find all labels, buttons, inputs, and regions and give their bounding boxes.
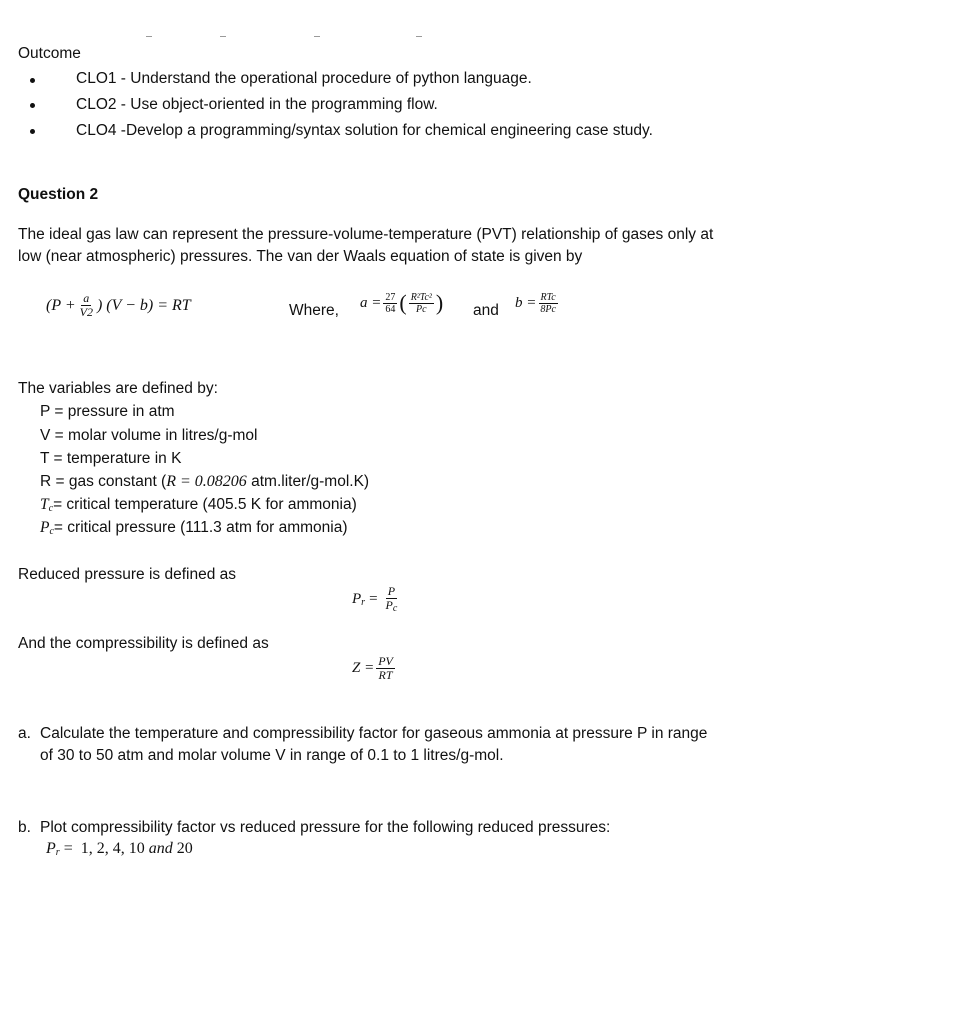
vdw-equation — [46, 292, 191, 319]
variable-v: V = molar volume in litres/g-mol — [40, 427, 258, 444]
outcome-heading: Outcome — [18, 45, 81, 62]
b-definition — [515, 292, 560, 315]
compress-den: RT — [378, 668, 393, 683]
variable-r — [40, 473, 369, 491]
a-frac-den: 64 — [385, 303, 396, 315]
part-b-line1: Plot compressibility factor vs reduced pressure for the following reduced pressures: — [40, 819, 611, 836]
vdw-frac-den: V2 — [79, 305, 93, 320]
variable-t: T = temperature in K — [40, 450, 182, 467]
variable-p: P = pressure in atm — [40, 403, 175, 420]
vdw-lhs-left: (P + — [46, 296, 76, 314]
question-intro-line1: The ideal gas law can represent the pressure-volume-temperature (PVT) relationship of gases only at — [18, 226, 714, 243]
bullet-icon — [30, 129, 35, 134]
outcome-item-clo1: CLO1 - Understand the operational procedure of python language. — [76, 70, 532, 87]
part-a-line2: of 30 to 50 atm and molar volume V in range of 0.1 to 1 litres/g-mol. — [40, 747, 504, 764]
variable-pc-sub: c — [49, 526, 54, 537]
and-label: and — [473, 302, 499, 319]
a-fraction — [383, 292, 397, 315]
variable-pc-symbol: P — [40, 519, 50, 536]
a-inner-den: Pc — [416, 303, 427, 315]
part-b-last: 20 — [176, 840, 193, 857]
variables-intro: The variables are defined by: — [18, 380, 218, 397]
variable-r-prefix: R = gas constant ( — [40, 473, 167, 490]
b-frac-den: 8Pc — [540, 304, 556, 315]
part-b-eq: = 1, 2, 4, 10 — [59, 840, 145, 857]
b-lhs: b = — [515, 295, 537, 311]
reduced-eq: = — [369, 591, 378, 608]
compress-fraction — [376, 655, 395, 682]
outcome-item-clo4: CLO4 -Develop a programming/syntax solution for chemical engineering case study. — [76, 122, 653, 139]
part-b-marker: b. — [18, 819, 31, 836]
where-label: Where, — [289, 302, 339, 319]
part-a-line1: Calculate the temperature and compressibility factor for gaseous ammonia at pressure P in range — [40, 725, 708, 742]
compress-label: And the compressibility is defined as — [18, 635, 269, 652]
a-frac-num: 27 — [385, 291, 396, 303]
reduced-num: P — [387, 584, 396, 598]
reduced-fraction — [384, 585, 400, 614]
vdw-frac-num: a — [83, 291, 90, 305]
variable-r-suffix: atm.liter/g-mol.K) — [246, 473, 370, 490]
a-lhs: a = — [360, 294, 382, 311]
variable-tc-sub: c — [48, 503, 54, 514]
header-mark — [220, 36, 226, 37]
vdw-lhs-right: ) (V − b) = RT — [96, 296, 191, 314]
bullet-icon — [30, 103, 35, 108]
a-definition: a = $\frac{27}{64}$ ( $\frac{\text{R²Tc²}}{Pc}$ ) — [360, 290, 444, 315]
part-a-marker: a. — [18, 725, 31, 742]
variable-pc — [40, 519, 348, 537]
reduced-den: $P_c$ — [385, 598, 398, 615]
question-intro-line2: low (near atmospheric) pressures. The van der Waals equation of state is given by — [18, 248, 583, 265]
variable-tc-text: = critical temperature (405.5 K for ammonia) — [53, 496, 357, 513]
compress-formula — [352, 655, 397, 682]
part-b-sub: r — [55, 847, 60, 858]
part-b-symbol: P — [46, 840, 56, 857]
reduced-label: Reduced pressure is defined as — [18, 566, 236, 583]
header-mark — [416, 36, 422, 37]
part-b-and: and — [148, 840, 173, 857]
part-b-values — [46, 840, 193, 858]
reduced-formula — [352, 585, 401, 614]
b-fraction — [538, 292, 558, 315]
header-mark — [314, 36, 320, 37]
variable-pc-text: = critical pressure (111.3 atm for ammonia) — [53, 519, 348, 536]
reduced-lhs: $P_r$ — [352, 591, 366, 609]
a-inner-num: R²Tc² — [410, 291, 432, 303]
header-mark — [146, 36, 152, 37]
bullet-icon — [30, 78, 35, 83]
outcome-item-clo2: CLO2 - Use object-oriented in the programming flow. — [76, 96, 438, 113]
a-inner-fraction — [409, 292, 434, 315]
variable-tc — [40, 496, 357, 514]
question-title: Question 2 — [18, 186, 99, 203]
variable-r-math: R = 0.08206 — [166, 473, 247, 490]
compress-lhs: Z = — [352, 660, 375, 677]
variable-tc-symbol: T — [40, 496, 49, 513]
vdw-fraction — [78, 292, 95, 319]
b-frac-num: RTc — [540, 292, 556, 303]
compress-num: PV — [378, 654, 393, 668]
